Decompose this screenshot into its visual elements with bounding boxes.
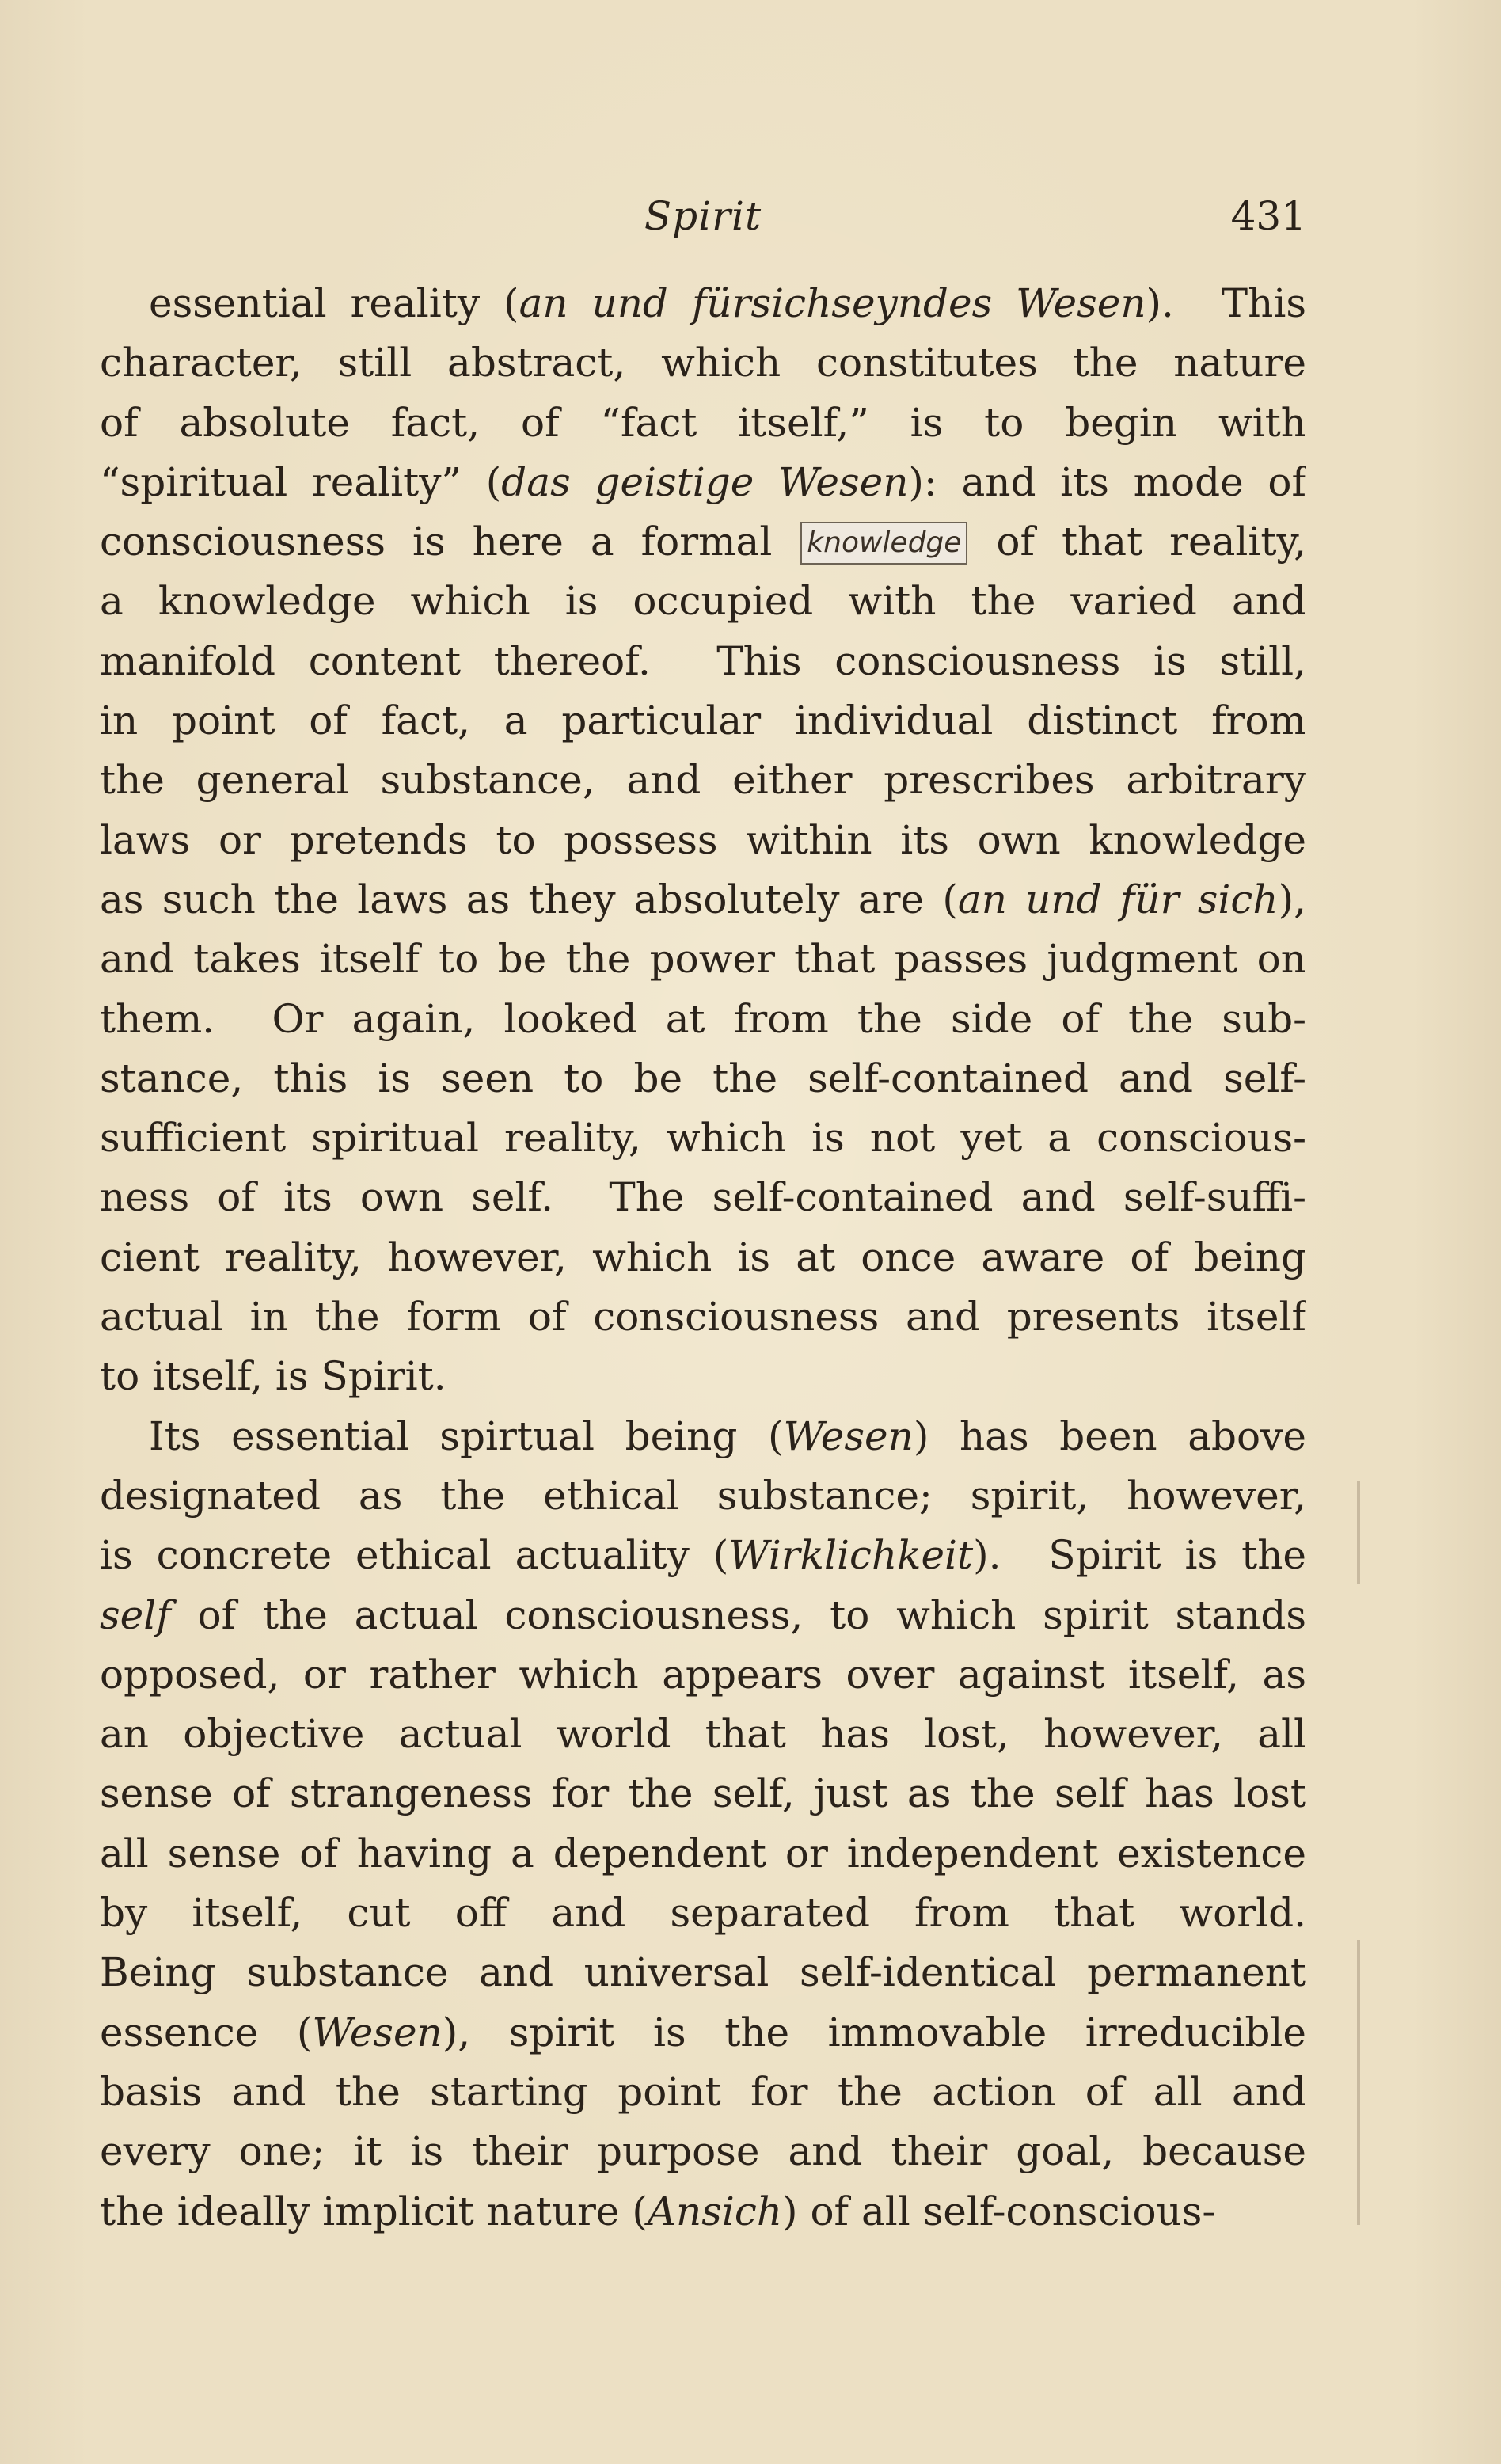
text-segment: actual in the form of consciousness and presents itself xyxy=(100,1294,1306,1340)
paragraph-1 xyxy=(100,274,1306,1407)
text-line xyxy=(100,453,1306,512)
italic-text: das geistige Wesen xyxy=(501,458,909,505)
italic-text: an und fürsichseyndes Wesen xyxy=(519,280,1146,326)
text-segment: ), xyxy=(1278,876,1306,922)
text-line xyxy=(100,1645,1306,1705)
text-segment: all sense of having a dependent or independent existence xyxy=(100,1830,1306,1877)
text-line xyxy=(100,632,1306,691)
text-segment: ) of all self-conscious- xyxy=(782,2188,1216,2234)
text-line xyxy=(100,930,1306,989)
text-line xyxy=(100,1287,1306,1347)
text-segment: cient reality, however, which is at once aware of being xyxy=(100,1234,1306,1280)
text-line xyxy=(100,751,1306,810)
text-line xyxy=(100,512,1306,572)
text-segment: sense of strangeness for the self, just as the self has lost xyxy=(100,1770,1306,1817)
text-segment: by itself, cut off and separated from that world. xyxy=(100,1890,1306,1937)
text-line xyxy=(100,394,1306,453)
text-segment: is concrete ethical actuality ( xyxy=(100,1532,729,1579)
running-head xyxy=(100,188,1306,244)
text-line xyxy=(100,572,1306,631)
paragraph-2 xyxy=(100,1407,1306,2242)
page-number: 431 xyxy=(1230,193,1306,239)
text-segment: “spiritual reality” ( xyxy=(100,458,502,505)
text-line xyxy=(100,691,1306,751)
italic-text: Ansich xyxy=(647,2188,783,2234)
text-line xyxy=(100,2122,1306,2181)
page-edge-shadow xyxy=(1357,1940,1360,2225)
handwritten-annotation: knowledge xyxy=(800,522,967,565)
italic-text: self xyxy=(100,1591,171,1638)
text-line xyxy=(100,1705,1306,1764)
italic-text: Wesen xyxy=(312,2009,443,2055)
body-text xyxy=(100,274,1306,2242)
text-segment: in point of fact, a particular individual distinct from xyxy=(100,698,1306,744)
text-line xyxy=(100,2182,1306,2242)
text-line xyxy=(100,333,1306,393)
text-line xyxy=(100,1824,1306,1884)
text-segment: ). This xyxy=(1146,280,1306,326)
text-segment: ): and its mode of xyxy=(908,458,1306,505)
text-segment: every one; it is their purpose and their goal, because xyxy=(100,2128,1306,2175)
text-line xyxy=(100,2003,1306,2063)
text-segment: designated as the ethical substance; spirit, however, xyxy=(100,1472,1306,1519)
text-line xyxy=(100,1884,1306,1943)
text-segment: of the actual consciousness, to which spirit stands xyxy=(170,1591,1306,1638)
page-edge-shadow xyxy=(1357,1481,1360,1584)
text-segment: consciousness is here a formal xyxy=(100,519,800,565)
italic-text: Wirklichkeit xyxy=(728,1532,974,1579)
text-segment: stance, this is seen to be the self-contained and self- xyxy=(100,1055,1306,1101)
text-segment: ) has been above xyxy=(913,1413,1306,1459)
text-line xyxy=(100,1466,1306,1526)
text-line xyxy=(100,274,1306,333)
text-line xyxy=(100,1049,1306,1108)
text-segment: manifold content thereof. This consciousness is still, xyxy=(100,637,1306,684)
text-segment: the ideally implicit nature ( xyxy=(100,2188,648,2234)
text-segment: laws or pretends to possess within its own knowledge xyxy=(100,816,1306,863)
text-segment: the general substance, and either prescribes arbitrary xyxy=(100,757,1306,804)
text-segment: Being substance and universal self-identical permanent xyxy=(100,1949,1306,1996)
text-segment: of absolute fact, of “fact itself,” is to begin with xyxy=(100,399,1306,446)
text-segment: to itself, is Spirit. xyxy=(100,1353,446,1400)
text-line xyxy=(100,1764,1306,1823)
text-line xyxy=(100,1943,1306,2002)
text-line xyxy=(100,1407,1306,1466)
text-segment: essence ( xyxy=(100,2009,313,2055)
text-segment: them. Or again, looked at from the side of the sub- xyxy=(100,995,1306,1042)
text-line xyxy=(100,1586,1306,1645)
text-line xyxy=(100,1526,1306,1585)
text-line xyxy=(100,1108,1306,1168)
text-segment: essential reality ( xyxy=(149,280,519,326)
text-segment: character, still abstract, which constitutes the nature xyxy=(100,340,1306,386)
text-segment: ). Spirit is the xyxy=(973,1532,1306,1579)
text-line xyxy=(100,811,1306,870)
text-segment: a knowledge which is occupied with the varied and xyxy=(100,578,1306,625)
text-line xyxy=(100,1228,1306,1287)
text-line xyxy=(100,1347,1306,1406)
text-line xyxy=(100,990,1306,1049)
text-segment: and takes itself to be the power that passes judgment on xyxy=(100,936,1306,983)
text-segment: Its essential spirtual being ( xyxy=(149,1413,784,1459)
italic-text: Wesen xyxy=(783,1413,914,1459)
text-segment: ness of its own self. The self-contained and self-suffi- xyxy=(100,1174,1306,1221)
text-segment: opposed, or rather which appears over against itself, as xyxy=(100,1651,1306,1698)
text-segment: an objective actual world that has lost, however, all xyxy=(100,1711,1306,1758)
text-segment: ), spirit is the immovable irreducible xyxy=(442,2009,1306,2055)
text-line xyxy=(100,870,1306,930)
chapter-title: Spirit xyxy=(644,193,762,239)
text-line xyxy=(100,1168,1306,1227)
text-segment: basis and the starting point for the action of all and xyxy=(100,2068,1306,2115)
text-segment: as such the laws as they absolutely are ( xyxy=(100,876,958,922)
text-line xyxy=(100,2063,1306,2122)
text-segment: sufficient spiritual reality, which is not yet a conscious- xyxy=(100,1115,1306,1162)
text-segment: of that reality, xyxy=(969,519,1306,565)
italic-text: an und für sich xyxy=(957,876,1279,922)
